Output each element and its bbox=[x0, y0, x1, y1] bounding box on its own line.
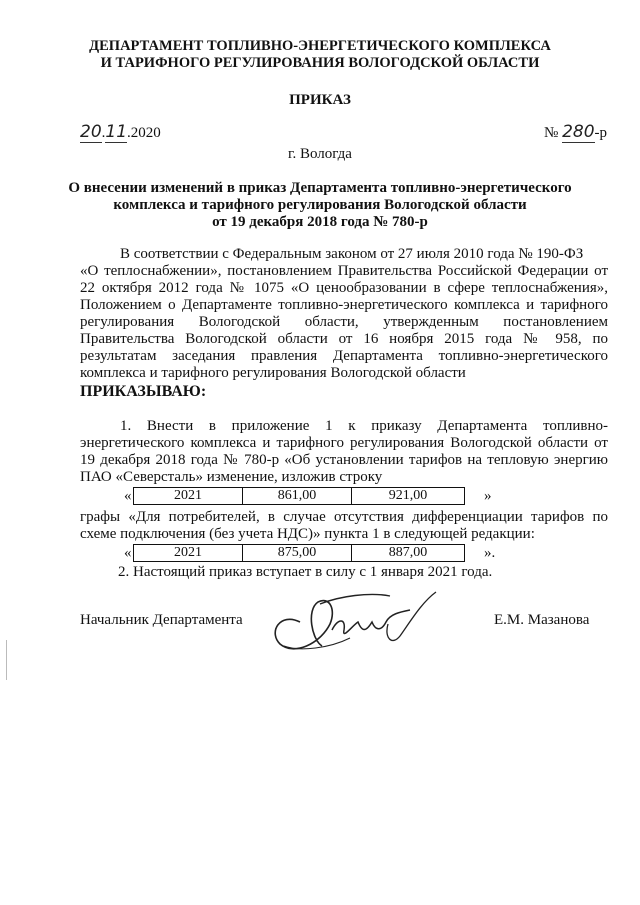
preamble-line: результатам заседания правления Департамента топливно-энергетического bbox=[80, 348, 608, 364]
preamble-line: 22 октября 2012 года № 1075 «О ценообразовании в сфере теплоснабжения», bbox=[80, 280, 608, 296]
row-old-open-quote: « bbox=[124, 488, 132, 504]
row-old-close-quote: » bbox=[484, 488, 492, 504]
preamble-line: Положением о Департаменте топливно-энергетического комплекса и тарифного bbox=[80, 297, 608, 313]
tariff-year: 2021 bbox=[134, 488, 243, 505]
date-day: 20 bbox=[80, 122, 102, 142]
item1-line: ПАО «Северсталь» изменение, изложив строку bbox=[80, 469, 383, 485]
order-word: ПРИКАЗЫВАЮ: bbox=[80, 383, 207, 400]
preamble-line: Правительства Вологодской области от 16 ноября 2015 года № 958, по bbox=[80, 331, 608, 347]
date-month: 11 bbox=[105, 122, 128, 142]
scan-margin-mark bbox=[6, 640, 7, 680]
title-line2: комплекса и тарифного регулирования Вологодской области bbox=[113, 197, 527, 213]
department-header-line2: И ТАРИФНОГО РЕГУЛИРОВАНИЯ ВОЛОГОДСКОЙ ОБЛАСТИ bbox=[100, 55, 540, 71]
tariff-value-1: 861,00 bbox=[243, 488, 352, 505]
handwritten-signature bbox=[260, 582, 450, 662]
item1-line: энергетического комплекса и тарифного регулирования Вологодской области от bbox=[80, 435, 608, 451]
preamble-line: регулирования Вологодской области, утвержденным постановлением bbox=[80, 314, 608, 330]
tariff-year: 2021 bbox=[134, 545, 243, 562]
item1-middle-line: графы «Для потребителей, в случае отсутствия дифференциации тарифов по bbox=[80, 509, 608, 525]
document-type: ПРИКАЗ bbox=[289, 92, 351, 108]
tariff-value-2: 921,00 bbox=[352, 488, 465, 505]
tariff-row-new bbox=[133, 544, 465, 562]
signatory-name: Е.М. Мазанова bbox=[494, 612, 590, 628]
tariff-value-2: 887,00 bbox=[352, 545, 465, 562]
city: г. Вологда bbox=[288, 146, 352, 162]
department-header-line1: ДЕПАРТАМЕНТ ТОПЛИВНО-ЭНЕРГЕТИЧЕСКОГО КОМПЛЕКСА bbox=[89, 38, 551, 54]
item1-middle-line: схеме подключения (без учета НДС)» пункта 1 в следующей редакции: bbox=[80, 526, 535, 542]
row-new-open-quote: « bbox=[124, 545, 132, 561]
item1-line: 19 декабря 2018 года № 780-р «Об установлении тарифов на тепловую энергию bbox=[80, 452, 608, 468]
item2: 2. Настоящий приказ вступает в силу с 1 января 2021 года. bbox=[118, 564, 493, 580]
title-line3: от 19 декабря 2018 года № 780-р bbox=[212, 214, 428, 230]
date-year: .2020 bbox=[127, 125, 161, 141]
title-line1: О внесении изменений в приказ Департамента топливно-энергетического bbox=[68, 180, 572, 196]
signatory-position: Начальник Департамента bbox=[80, 612, 243, 628]
document-number: № 280-р bbox=[544, 122, 608, 142]
item1-line: 1. Внести в приложение 1 к приказу Департамента топливно- bbox=[120, 418, 608, 434]
preamble-line: «О теплоснабжении», постановлением Правительства Российской Федерации от bbox=[80, 263, 608, 279]
preamble-line: В соответствии с Федеральным законом от 27 июля 2010 года № 190-ФЗ bbox=[120, 246, 584, 262]
row-new-close-quote: ». bbox=[484, 545, 496, 561]
tariff-value-1: 875,00 bbox=[243, 545, 352, 562]
document-date: 20.11.2020 bbox=[80, 122, 161, 142]
preamble-line: комплекса и тарифного регулирования Вологодской области bbox=[80, 365, 466, 381]
number-handwritten: 280 bbox=[562, 122, 595, 142]
tariff-row-old bbox=[133, 487, 465, 505]
